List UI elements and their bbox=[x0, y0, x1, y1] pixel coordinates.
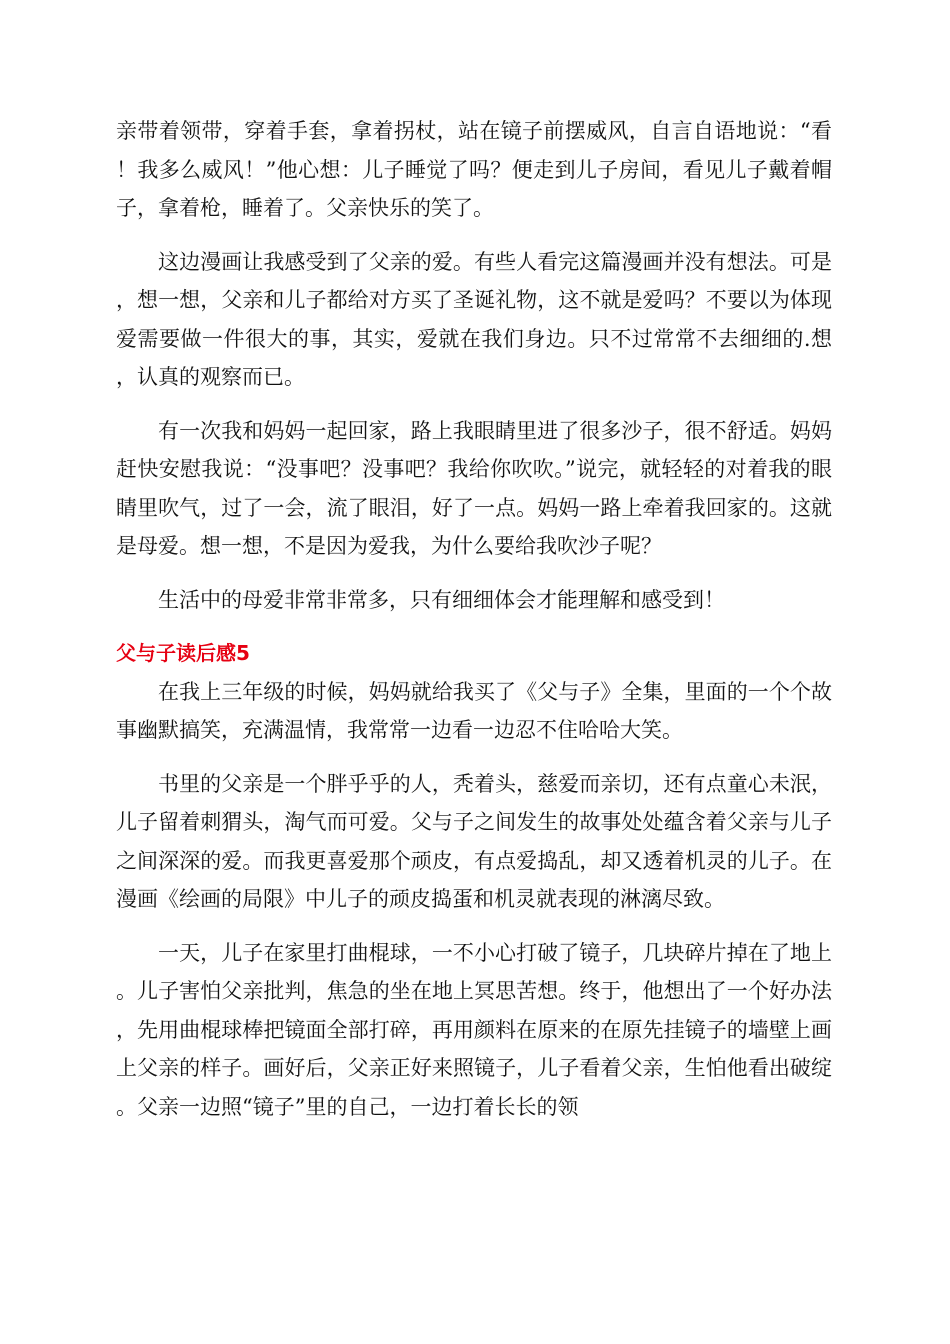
paragraph-continuation: 亲带着领带，穿着手套，拿着拐杖，站在镜子前摆威风，自言自语地说：“看！我多么威风！”他心想：儿子睡觉了吗？便走到儿子房间，看见儿子戴着帽子，拿着枪，睡着了。父亲快乐的笑了。 bbox=[116, 119, 832, 220]
paragraph: 书里的父亲是一个胖乎乎的人，秃着头，慈爱而亲切，还有点童心未泯，儿子留着刺猬头，淘气而可爱。父与子之间发生的故事处处蕴含着父亲与儿子之间深深的爱。而我更喜爱那个顽皮，有点爱捣乱，却又透着机灵的儿子。在漫画《绘画的局限》中儿子的顽皮捣蛋和机灵就表现的淋漓尽致。 bbox=[116, 771, 832, 911]
section-heading: 父与子读后感5 bbox=[116, 641, 250, 665]
paragraph: 这边漫画让我感受到了父亲的爱。有些人看完这篇漫画并没有想法。可是，想一想，父亲和儿子都给对方买了圣诞礼物，这不就是爱吗？不要以为体现爱需要做一件很大的事，其实，爱就在我们身边。只不过常常不去细细的.想，认真的观察而已。 bbox=[116, 249, 832, 389]
document-body bbox=[116, 112, 832, 1141]
paragraph: 在我上三年级的时候，妈妈就给我买了《父与子》全集，里面的一个个故事幽默搞笑，充满温情，我常常一边看一边忍不住哈哈大笑。 bbox=[116, 679, 832, 742]
paragraph: 一天，儿子在家里打曲棍球，一不小心打破了镜子，几块碎片掉在了地上。儿子害怕父亲批判，焦急的坐在地上冥思苦想。终于，他想出了一个好办法，先用曲棍球棒把镜面全部打碎，再用颜料在原来的在原先挂镜子的墙壁上画上父亲的样子。画好后，父亲正好来照镜子，儿子看着父亲，生怕他看出破绽。父亲一边照“镜子”里的自己，一边打着长长的领 bbox=[116, 940, 832, 1119]
paragraph: 有一次我和妈妈一起回家，路上我眼睛里进了很多沙子，很不舒适。妈妈赶快安慰我说：“没事吧？没事吧？我给你吹吹。”说完，就轻轻的对着我的眼睛里吹气，过了一会，流了眼泪，好了一点。妈妈一路上牵着我回家的。这就是母爱。想一想，不是因为爱我，为什么要给我吹沙子呢？ bbox=[116, 418, 832, 558]
paragraph: 生活中的母爱非常非常多，只有细细体会才能理解和感受到！ bbox=[158, 587, 725, 612]
